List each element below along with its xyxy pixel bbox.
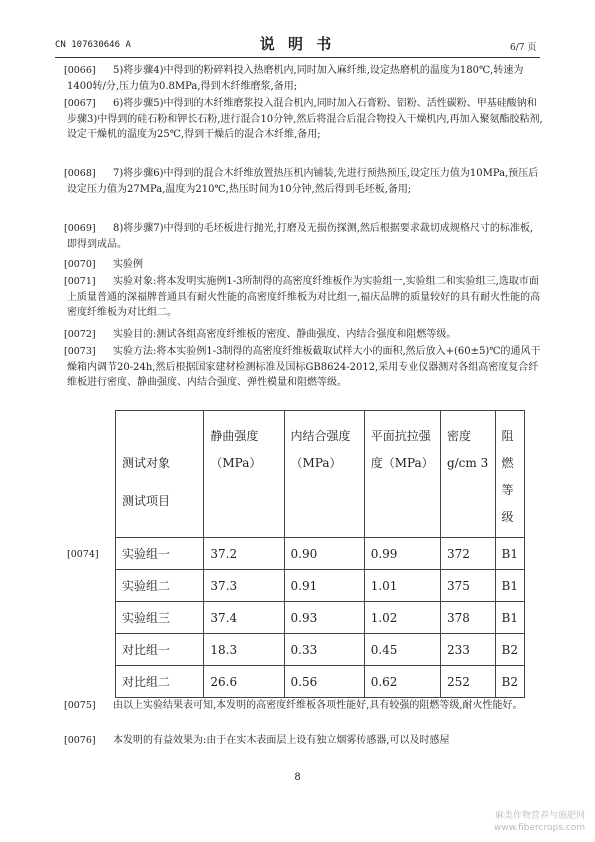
paragraph (64, 274, 543, 321)
table-cell: 0.93 (284, 602, 364, 634)
table-cell: 0.56 (284, 666, 364, 698)
table-cell: 233 (440, 634, 495, 666)
paragraph (64, 344, 543, 391)
paragraph-number: [0074] (67, 549, 99, 560)
paragraph-text: 实验方法:将本实验例1-3制得的高密度纤维板截取试样大小的面积,然后放入+(60±5)℃的通风干燥箱内调节20-24h,然后根据国家建材检测标准及国标GB8624-2012,采用专业仪器测对各组高密度复合纤维板进行密度、静曲强度、内结合强度、弹性模量和阻燃等级。 (67, 346, 541, 389)
section-heading: 实验例 (113, 259, 143, 270)
paragraph-text: 6)将步骤5)中得到的木纤维磨浆投入混合机内,同时加入石膏粉、铝粉、活性碳粉、甲基硅酸钠和步骤3)中得到的硅石粉和钾长石粉,进行混合10分钟,然后将混合后混合物投入干燥机内,再加入聚氨酯胶粘剂,设定干燥机的温度为25℃,得到干燥后的混合木纤维,备用; (67, 98, 543, 141)
table-row (116, 634, 525, 666)
paragraph-number: [0072] (64, 329, 96, 340)
table-row (116, 570, 525, 602)
paragraph-number: [0075] (64, 700, 96, 711)
paragraph (64, 698, 543, 714)
paragraph (64, 166, 543, 197)
table-cell: 0.99 (364, 538, 440, 570)
table-cell: 0.91 (284, 570, 364, 602)
page-number: 8 (294, 772, 301, 783)
corner-cell (116, 411, 204, 538)
column-header: 静曲强度（MPa） (204, 411, 284, 538)
table-cell: 375 (440, 570, 495, 602)
patent-number: CN 107630646 A (55, 40, 131, 50)
table-row (116, 538, 525, 570)
paragraph-text: 实验目的:测试各组高密度纤维板的密度、静曲强度、内结合强度和阻燃等级。 (113, 329, 457, 340)
table-cell: 372 (440, 538, 495, 570)
table-cell: 0.90 (284, 538, 364, 570)
watermark (445, 810, 585, 834)
paragraph (64, 257, 543, 273)
paragraph (64, 96, 543, 143)
table-cell: 37.3 (204, 570, 284, 602)
row-label: 对比组二 (116, 666, 204, 698)
table-cell: 0.62 (364, 666, 440, 698)
paragraph-text: 5)将步骤4)中得到的粉碎料投入热磨机内,同时加入麻纤维,设定热磨机的温度为180℃,转速为1400转/分,压力值为0.8MPa,得到木纤维磨浆,备用; (67, 65, 524, 92)
table-cell: 1.02 (364, 602, 440, 634)
table-cell: 37.4 (204, 602, 284, 634)
header-rule (55, 57, 540, 58)
watermark-url: www.fibercrops.com (494, 823, 585, 833)
table-cell: B1 (495, 538, 524, 570)
table-cell: 37.2 (204, 538, 284, 570)
paragraph-number: [0069] (64, 223, 96, 234)
row-label: 实验组三 (116, 602, 204, 634)
paragraph-text: 8)将步骤7)中得到的毛坯板进行抛光,打磨及无损伤探测,然后根据要求裁切成规格尺寸的标准板,即得到成品。 (67, 223, 534, 250)
table-cell: 0.45 (364, 634, 440, 666)
column-header: 平面抗拉强度（MPa） (364, 411, 440, 538)
corner-label-object: 测试对象 (122, 456, 171, 470)
row-label: 对比组一 (116, 634, 204, 666)
table-cell: 18.3 (204, 634, 284, 666)
paragraph-text: 本发明的有益效果为:由于在实木表面层上设有独立烟雾传感器,可以及时感屋 (113, 735, 450, 746)
paragraph-text: 7)将步骤6)中得到的混合木纤维放置热压机内铺装,先进行预热预压,设定压力值为10MPa,预压后设定压力值为27MPa,温度为210℃,热压时间为10分钟,然后得到毛坯板,备用; (67, 168, 539, 195)
table-cell: B2 (495, 634, 524, 666)
table-cell: 252 (440, 666, 495, 698)
table-cell: B2 (495, 666, 524, 698)
table-cell: B1 (495, 570, 524, 602)
row-label: 实验组一 (116, 538, 204, 570)
paragraph-number: [0073] (64, 346, 96, 357)
table-cell: B1 (495, 602, 524, 634)
paragraph-number: [0067] (64, 98, 96, 109)
results-table (115, 410, 525, 698)
paragraph-text: 实验对象:将本发明实施例1-3所制得的高密度纤维板作为实验组一,实验组二和实验组三,选取市面上质量普通的深福牌普通具有耐火性能的高密度纤维板为对比组一,福庆品牌的质量较好的具有耐火性能的高密度纤维板为对比组二。 (67, 276, 541, 319)
paragraph-number: [0071] (64, 276, 96, 287)
column-header: 密度 g/cm 3 (440, 411, 495, 538)
watermark-line: 麻类作物营养与施肥网 (494, 811, 585, 821)
paragraph-text: 由以上实验结果表可知,本发明的高密度纤维板各项性能好,具有较强的阻燃等级,耐火性能好。 (113, 700, 523, 711)
table-header-row (116, 411, 525, 538)
column-header: 阻燃等级 (495, 411, 524, 538)
paragraph-number: [0068] (64, 168, 96, 179)
row-label: 实验组二 (116, 570, 204, 602)
table-cell: 378 (440, 602, 495, 634)
paragraph-number: [0076] (64, 735, 96, 746)
table-cell: 26.6 (204, 666, 284, 698)
paragraph (64, 221, 543, 252)
corner-label-item: 测试项目 (122, 494, 171, 508)
table-row (116, 602, 525, 634)
column-header: 内结合强度（MPa） (284, 411, 364, 538)
table-cell: 1.01 (364, 570, 440, 602)
paragraph (64, 63, 543, 94)
paragraph (64, 327, 543, 343)
document-title: 说 明 书 (259, 35, 336, 53)
paragraph-number: [0066] (64, 65, 96, 76)
paragraph-number: [0070] (64, 259, 96, 270)
page-indicator: 6/7 页 (510, 43, 537, 53)
table-row (116, 666, 525, 698)
table-cell: 0.33 (284, 634, 364, 666)
paragraph (64, 733, 543, 749)
